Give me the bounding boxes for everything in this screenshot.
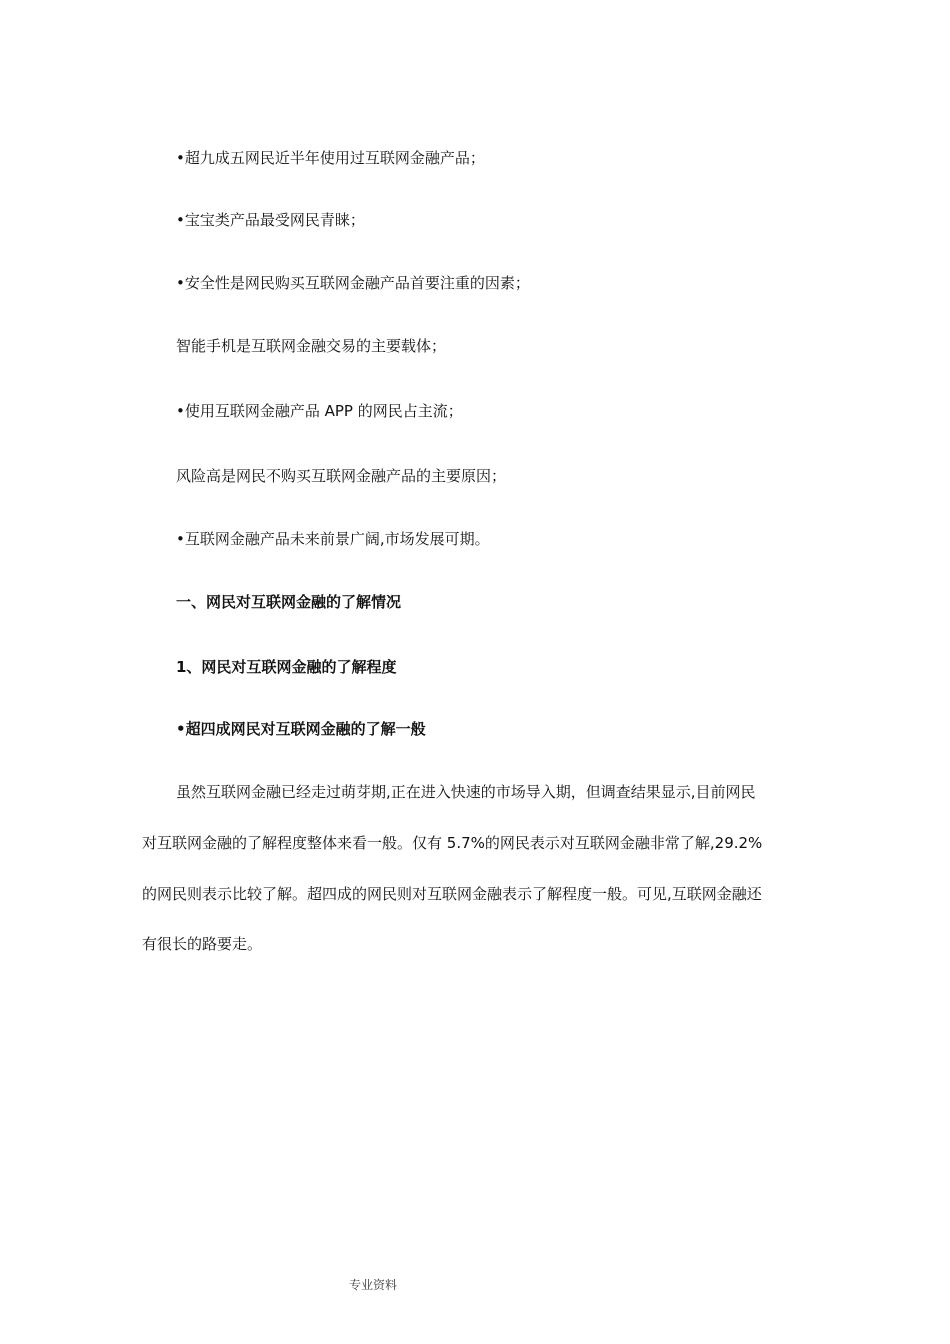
summary-item: •超九成五网民近半年使用过互联网金融产品；: [176, 149, 485, 167]
page-footer: 专业资料: [349, 1278, 398, 1292]
summary-item: •宝宝类产品最受网民青睐；: [176, 211, 365, 229]
summary-item: 智能手机是互联网金融交易的主要载体；: [176, 337, 447, 355]
paragraph-line: 虽然互联网金融已经走过萌芽期,正在进入快速的市场导入期，但调查结果显示,目前网民: [176, 783, 756, 801]
paragraph-line: 有很长的路要走。: [142, 935, 263, 953]
summary-item: •使用互联网金融产品 APP 的网民占主流；: [176, 402, 463, 420]
paragraph-line: 对互联网金融的了解程度整体来看一般。仅有 5.7%的网民表示对互联网金融非常了解,29.2%: [142, 834, 763, 852]
summary-item: 风险高是网民不购买互联网金融产品的主要原因；: [176, 467, 507, 485]
section-heading: 一、网民对互联网金融的了解情况: [176, 593, 402, 611]
point-heading: •超四成网民对互联网金融的了解一般: [176, 720, 426, 738]
summary-item: •互联网金融产品未来前景广阔,市场发展可期。: [176, 530, 490, 548]
subsection-heading: 1、网民对互联网金融的了解程度: [176, 658, 397, 676]
paragraph-line: 的网民则表示比较了解。超四成的网民则对互联网金融表示了解程度一般。可见,互联网金融还: [142, 885, 762, 903]
summary-item: •安全性是网民购买互联网金融产品首要注重的因素；: [176, 274, 530, 292]
